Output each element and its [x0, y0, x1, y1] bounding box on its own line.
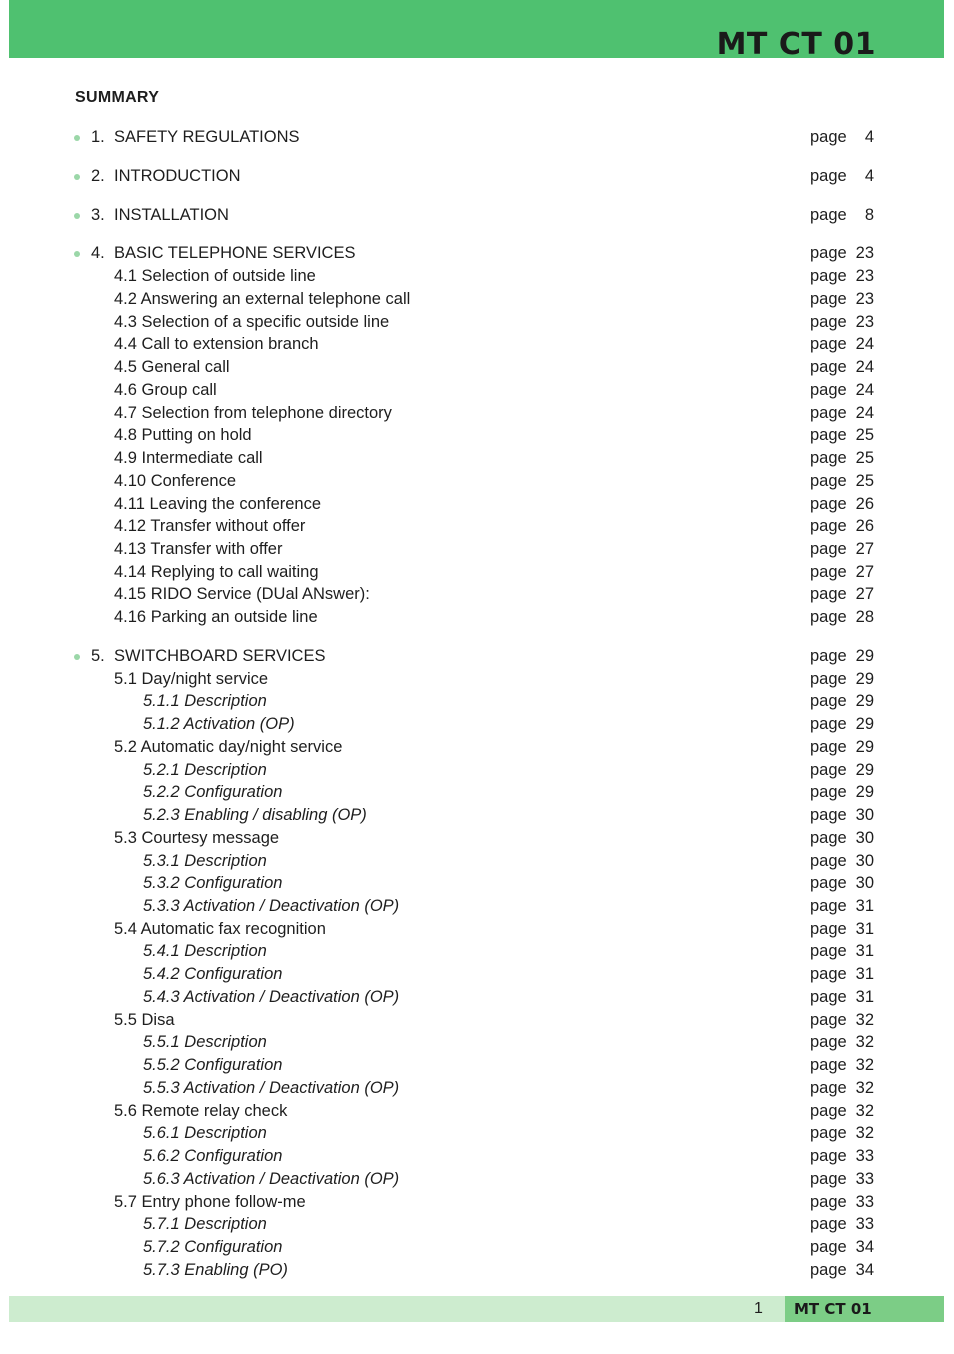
toc-label: 4.6 Group call	[114, 381, 217, 399]
toc-page-word: page	[810, 1215, 847, 1233]
toc-page-word: page	[810, 761, 847, 779]
bullet-icon	[74, 654, 80, 660]
toc-page-number: 28	[855, 608, 874, 626]
toc-page-word: page	[810, 647, 847, 665]
toc-label: 5.4 Automatic fax recognition	[114, 920, 326, 938]
toc-subsubsection	[0, 1077, 954, 1099]
toc-page-number: 25	[855, 426, 874, 444]
toc-label: SWITCHBOARD SERVICES	[114, 647, 326, 665]
toc-page-number: 33	[855, 1147, 874, 1165]
toc-label: 5.2 Automatic day/night service	[114, 738, 343, 756]
toc-page-word: page	[810, 335, 847, 353]
toc-page-word: page	[810, 517, 847, 535]
toc-label: 5.3.1 Description	[143, 852, 267, 870]
toc-label: 4.11 Leaving the conference	[114, 495, 322, 513]
toc-page-word: page	[810, 897, 847, 915]
toc-page-word: page	[810, 1033, 847, 1051]
bullet-icon	[74, 174, 80, 180]
toc-page-word: page	[810, 988, 847, 1006]
toc-page-number: 32	[855, 1056, 874, 1074]
toc-page-number: 26	[855, 495, 874, 513]
toc-page-number: 33	[855, 1170, 874, 1188]
toc-subsection	[0, 918, 954, 940]
toc-page-word: page	[810, 806, 847, 824]
toc-page-number: 27	[855, 540, 874, 558]
toc-section	[0, 645, 954, 667]
toc-section	[0, 242, 954, 264]
toc-page-number: 30	[855, 852, 874, 870]
toc-subsubsection	[0, 850, 954, 872]
toc-number: 3.	[91, 206, 105, 224]
toc-subsection	[0, 356, 954, 378]
toc-label: 4.7 Selection from telephone directory	[114, 404, 392, 422]
toc-page-number: 31	[855, 920, 874, 938]
toc-subsubsection	[0, 1168, 954, 1190]
toc-subsubsection	[0, 1054, 954, 1076]
toc-page-word: page	[810, 608, 847, 626]
toc-number: 2.	[91, 167, 105, 185]
footer-title: MT CT 01	[794, 1300, 872, 1318]
bullet-icon	[74, 213, 80, 219]
toc-page-word: page	[810, 829, 847, 847]
toc-label: INSTALLATION	[114, 206, 229, 224]
footer-page-number: 1	[754, 1300, 763, 1317]
toc-label: INTRODUCTION	[114, 167, 241, 185]
toc-page-number: 23	[855, 244, 874, 262]
toc-label: 4.15 RIDO Service (DUal ANswer):	[114, 585, 370, 603]
toc-number: 5.	[91, 647, 105, 665]
toc-page-number: 31	[855, 942, 874, 960]
toc-subsubsection	[0, 1122, 954, 1144]
toc-label: 5.7.3 Enabling (PO)	[143, 1261, 288, 1279]
toc-page-number: 30	[855, 829, 874, 847]
toc-subsection	[0, 424, 954, 446]
toc-subsubsection	[0, 1259, 954, 1281]
toc-page-word: page	[810, 738, 847, 756]
toc-page-number: 33	[855, 1193, 874, 1211]
toc-page-number: 30	[855, 874, 874, 892]
toc-page-number: 24	[855, 381, 874, 399]
toc-label: BASIC TELEPHONE SERVICES	[114, 244, 356, 262]
toc-page-word: page	[810, 267, 847, 285]
toc-label: 5.3 Courtesy message	[114, 829, 280, 847]
toc-label: SAFETY REGULATIONS	[114, 128, 300, 146]
toc-subsubsection	[0, 804, 954, 826]
toc-page-word: page	[810, 942, 847, 960]
toc-subsection	[0, 265, 954, 287]
toc-subsubsection	[0, 1145, 954, 1167]
toc-page-number: 33	[855, 1215, 874, 1233]
toc-page-number: 23	[855, 267, 874, 285]
toc-page-number: 29	[855, 670, 874, 688]
toc-page-word: page	[810, 167, 847, 185]
toc-label: 4.4 Call to extension branch	[114, 335, 319, 353]
toc-page-number: 29	[855, 783, 874, 801]
toc-page-number: 29	[855, 715, 874, 733]
toc-page-word: page	[810, 1238, 847, 1256]
toc-label: 4.14 Replying to call waiting	[114, 563, 319, 581]
toc-subsubsection	[0, 690, 954, 712]
toc-page-number: 32	[855, 1079, 874, 1097]
toc-subsubsection	[0, 759, 954, 781]
toc-subsubsection	[0, 1236, 954, 1258]
toc-label: 4.16 Parking an outside line	[114, 608, 318, 626]
toc-page-number: 8	[864, 206, 874, 224]
toc-page-word: page	[810, 290, 847, 308]
toc-page-number: 29	[855, 692, 874, 710]
toc-label: 5.1 Day/night service	[114, 670, 269, 688]
toc-label: 5.3.2 Configuration	[143, 874, 283, 892]
toc-subsection	[0, 447, 954, 469]
toc-label: 4.12 Transfer without offer	[114, 517, 306, 535]
toc-label: 4.8 Putting on hold	[114, 426, 252, 444]
toc-label: 5.6.3 Activation / Deactivation (OP)	[143, 1170, 400, 1188]
toc-page-number: 27	[855, 563, 874, 581]
toc-subsubsection	[0, 1213, 954, 1235]
toc-subsubsection	[0, 895, 954, 917]
toc-label: 5.2.3 Enabling / disabling (OP)	[143, 806, 367, 824]
toc-label: 5.5.1 Description	[143, 1033, 267, 1051]
toc-page-number: 24	[855, 404, 874, 422]
toc-label: 5.7 Entry phone follow-me	[114, 1193, 306, 1211]
toc-page-number: 23	[855, 313, 874, 331]
toc-page-number: 26	[855, 517, 874, 535]
toc-page-number: 34	[855, 1261, 874, 1279]
toc-page-word: page	[810, 852, 847, 870]
toc-page-number: 24	[855, 358, 874, 376]
toc-page-word: page	[810, 404, 847, 422]
toc-label: 5.6.1 Description	[143, 1124, 267, 1142]
toc-label: 5.5 Disa	[114, 1011, 175, 1029]
toc-subsection	[0, 470, 954, 492]
toc-label: 4.3 Selection of a specific outside line	[114, 313, 390, 331]
toc-page-number: 32	[855, 1033, 874, 1051]
toc-subsection	[0, 561, 954, 583]
toc-label: 4.1 Selection of outside line	[114, 267, 316, 285]
toc-page-word: page	[810, 472, 847, 490]
toc-subsection	[0, 1009, 954, 1031]
toc-page-word: page	[810, 585, 847, 603]
toc-number: 1.	[91, 128, 105, 146]
toc-page-word: page	[810, 128, 847, 146]
toc-page-number: 31	[855, 965, 874, 983]
toc-subsubsection	[0, 963, 954, 985]
toc-number: 4.	[91, 244, 105, 262]
toc-page-number: 29	[855, 761, 874, 779]
toc-page-word: page	[810, 1147, 847, 1165]
toc-page-word: page	[810, 1079, 847, 1097]
toc-page-word: page	[810, 715, 847, 733]
toc-page-word: page	[810, 449, 847, 467]
toc-subsection	[0, 583, 954, 605]
toc-page-number: 24	[855, 335, 874, 353]
toc-subsubsection	[0, 713, 954, 735]
toc-subsection	[0, 827, 954, 849]
toc-page-word: page	[810, 1102, 847, 1120]
toc-page-number: 29	[855, 738, 874, 756]
toc-label: 5.1.2 Activation (OP)	[143, 715, 295, 733]
toc-page-word: page	[810, 920, 847, 938]
toc-subsection	[0, 515, 954, 537]
summary-heading: SUMMARY	[75, 89, 160, 106]
toc-page-number: 4	[864, 167, 874, 185]
toc-label: 5.7.2 Configuration	[143, 1238, 283, 1256]
toc-label: 5.1.1 Description	[143, 692, 267, 710]
toc-label: 5.2.1 Description	[143, 761, 267, 779]
toc-label: 4.10 Conference	[114, 472, 237, 490]
toc-subsection	[0, 493, 954, 515]
toc-page-word: page	[810, 1011, 847, 1029]
toc-subsection	[0, 736, 954, 758]
toc-subsubsection	[0, 986, 954, 1008]
toc-label: 5.3.3 Activation / Deactivation (OP)	[143, 897, 400, 915]
toc-label: 4.13 Transfer with offer	[114, 540, 283, 558]
toc-label: 5.7.1 Description	[143, 1215, 267, 1233]
toc-page-number: 32	[855, 1124, 874, 1142]
toc-label: 5.4.1 Description	[143, 942, 267, 960]
toc-page-word: page	[810, 426, 847, 444]
toc-page-word: page	[810, 313, 847, 331]
toc-page-word: page	[810, 563, 847, 581]
toc-page-word: page	[810, 1124, 847, 1142]
toc-section	[0, 204, 954, 226]
toc-subsection	[0, 606, 954, 628]
toc-subsection	[0, 668, 954, 690]
toc-page-number: 23	[855, 290, 874, 308]
toc-page-word: page	[810, 670, 847, 688]
toc-subsubsection	[0, 1031, 954, 1053]
toc-label: 5.5.2 Configuration	[143, 1056, 283, 1074]
bullet-icon	[74, 135, 80, 141]
toc-label: 5.4.3 Activation / Deactivation (OP)	[143, 988, 400, 1006]
toc-page-number: 30	[855, 806, 874, 824]
toc-page-number: 25	[855, 449, 874, 467]
toc-subsubsection	[0, 872, 954, 894]
toc-page-number: 32	[855, 1102, 874, 1120]
toc-label: 5.6.2 Configuration	[143, 1147, 283, 1165]
toc-section	[0, 126, 954, 148]
toc-subsection	[0, 1191, 954, 1213]
toc-page-word: page	[810, 495, 847, 513]
toc-page-word: page	[810, 1193, 847, 1211]
toc-subsubsection	[0, 940, 954, 962]
toc-subsection	[0, 402, 954, 424]
toc-page-word: page	[810, 206, 847, 224]
toc-page-word: page	[810, 783, 847, 801]
toc-page-word: page	[810, 965, 847, 983]
toc-page-word: page	[810, 540, 847, 558]
toc-page-word: page	[810, 1261, 847, 1279]
toc-page-word: page	[810, 1056, 847, 1074]
bullet-icon	[74, 251, 80, 257]
toc-page-number: 27	[855, 585, 874, 603]
toc-page-word: page	[810, 1170, 847, 1188]
toc-page-number: 29	[855, 647, 874, 665]
document-title: MT CT 01	[716, 27, 876, 62]
toc-page-word: page	[810, 874, 847, 892]
toc-label: 5.5.3 Activation / Deactivation (OP)	[143, 1079, 400, 1097]
toc-page-number: 32	[855, 1011, 874, 1029]
toc-page-word: page	[810, 381, 847, 399]
toc-subsection	[0, 1100, 954, 1122]
toc-page-number: 31	[855, 988, 874, 1006]
toc-subsection	[0, 379, 954, 401]
toc-label: 4.9 Intermediate call	[114, 449, 263, 467]
toc-label: 4.5 General call	[114, 358, 230, 376]
toc-page-number: 4	[864, 128, 874, 146]
toc-subsection	[0, 288, 954, 310]
toc-section	[0, 165, 954, 187]
toc-label: 5.4.2 Configuration	[143, 965, 283, 983]
toc-page-number: 34	[855, 1238, 874, 1256]
toc-subsection	[0, 311, 954, 333]
toc-subsection	[0, 538, 954, 560]
toc-label: 4.2 Answering an external telephone call	[114, 290, 411, 308]
toc-page-word: page	[810, 244, 847, 262]
toc-label: 5.6 Remote relay check	[114, 1102, 288, 1120]
toc-subsubsection	[0, 781, 954, 803]
toc-page-number: 25	[855, 472, 874, 490]
toc-page-word: page	[810, 358, 847, 376]
toc-page-word: page	[810, 692, 847, 710]
toc-page-number: 31	[855, 897, 874, 915]
toc-label: 5.2.2 Configuration	[143, 783, 283, 801]
toc-subsection	[0, 333, 954, 355]
